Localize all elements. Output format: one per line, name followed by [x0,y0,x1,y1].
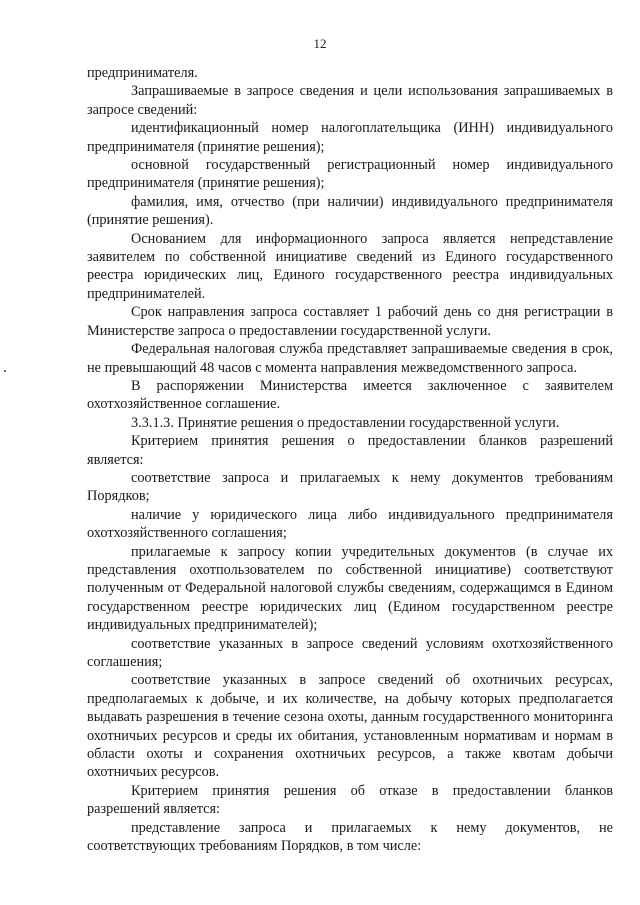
paragraph-2: Запрашиваемые в запросе сведения и цели использования запрашиваемых в запросе сведений: [87,83,613,118]
paragraph-1: предпринимателя. [87,65,198,81]
paragraph-12: соответствие запроса и прилагаемых к нему документов требованиям Порядков; [87,469,613,505]
paragraph-8: Федеральная налоговая служба представляет запрашиваемые сведения в срок, не превышающий 48 часов с момента направления межведомственного запроса. [87,341,613,376]
page-number: 12 [313,36,327,51]
paragraph-16: соответствие указанных в запросе сведений об охотничьих ресурсах, предполагаемых к добыче, и их количестве, на добычу которых предполагается выдавать разрешения в течение сезона охоты, данным государственного мониторинга охотничьих ресурсов и среды их обитания, установленным нормативам и нормам в области охоты и сохранения охотничьих ресурсов, а также квотам добычи охотничьих ресурсов. [87,672,613,781]
body-text [87,64,613,855]
paragraph-18: представление запроса и прилагаемых к нему документов, не соответствующих требованиям Порядков, в том числе: [87,819,613,855]
paragraph-6: Основанием для информационного запроса является непредставление заявителем по собственной инициативе сведений из Единого государственного реестра юридических лиц, Единого государственного реестра индивидуальных предпринимателей. [87,230,613,302]
paragraph-17: Критерием принятия решения об отказе в предоставлении бланков разрешений является: [87,782,613,818]
paragraph-13: наличие у юридического лица либо индивидуального предпринимателя охотхозяйственного соглашения; [87,506,613,542]
paragraph-4: основной государственный регистрационный номер индивидуального предпринимателя (принятие решения); [87,157,613,192]
paragraph-5: фамилия, имя, отчество (при наличии) индивидуального предпринимателя (принятие решения). [87,193,613,229]
margin-mark [4,370,6,372]
paragraph-9: В распоряжении Министерства имеется заключенное с заявителем охотхозяйственное соглашение. [87,377,613,413]
paragraph-11: Критерием принятия решения о предоставлении бланков разрешений является: [87,433,613,468]
paragraph-7: Срок направления запроса составляет 1 рабочий день со дня регистрации в Министерстве запроса о предоставлении государственной услуги. [87,304,613,339]
paragraph-14: прилагаемые к запросу копии учредительных документов (в случае их представления охотпользователем по собственной инициативе) соответствуют полученным от Федеральной налоговой службы сведениям, содержащимся в Едином государственном реестре юридических лиц (Едином государственном реестре индивидуальных предпринимателей); [87,543,613,634]
paragraph-15: соответствие указанных в запросе сведений условиям охотхозяйственного соглашения; [87,635,613,670]
section-heading-3-3-1-3: 3.3.1.3. Принятие решения о предоставлении государственной услуги. [131,414,560,431]
paragraph-3: идентификационный номер налогоплательщика (ИНН) индивидуального предпринимателя (принятие решения); [87,120,613,155]
